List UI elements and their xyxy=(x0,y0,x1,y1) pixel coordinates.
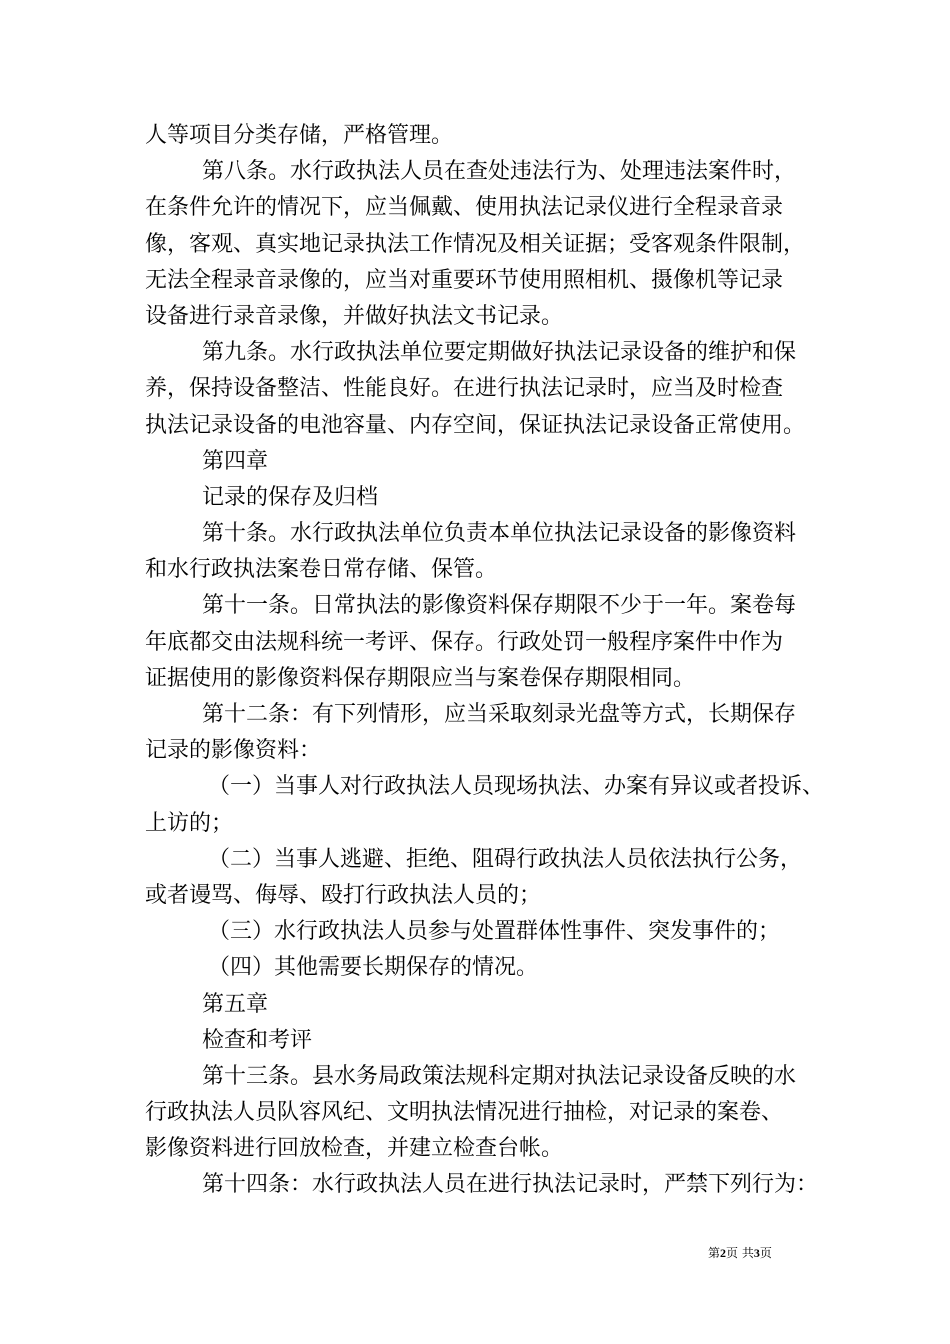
list-item-3: （三）水行政执法人员参与处置群体性事件、突发事件的； xyxy=(208,919,781,945)
text-line: 养，保持设备整洁、性能良好。在进行执法记录时，应当及时检查 xyxy=(145,376,784,402)
list-item-4: （四）其他需要长期保存的情况。 xyxy=(208,955,539,981)
text-line: 人等项目分类存储，严格管理。 xyxy=(145,123,454,148)
article-8-line: 第八条。水行政执法人员在查处违法行为、处理违法案件时， xyxy=(202,159,797,185)
page-footer xyxy=(708,1245,772,1261)
text-line: 设备进行录音录像，并做好执法文书记录。 xyxy=(145,303,564,329)
list-item-2: （二）当事人逃避、拒绝、阻碍行政执法人员依法执行公务， xyxy=(208,846,803,872)
chapter-4-heading: 第四章 xyxy=(202,448,269,474)
footer-middle: 页 共 xyxy=(726,1246,754,1260)
list-item-1: （一）当事人对行政执法人员现场执法、办案有异议或者投诉、 xyxy=(208,774,825,800)
text-line: 影像资料进行回放检查，并建立检查台帐。 xyxy=(145,1136,564,1162)
text-line: 年底都交由法规科统一考评、保存。行政处罚一般程序案件中作为 xyxy=(145,629,784,655)
text-line: 行政执法人员队容风纪、文明执法情况进行抽检，对记录的案卷、 xyxy=(145,1100,784,1126)
article-11-line: 第十一条。日常执法的影像资料保存期限不少于一年。案卷每 xyxy=(202,593,797,619)
text-line: 执法记录设备的电池容量、内存空间，保证执法记录设备正常使用。 xyxy=(145,412,806,438)
page-number: 2 xyxy=(720,1246,727,1260)
text-line: 上访的； xyxy=(145,810,234,836)
text-line: 或者谩骂、侮辱、殴打行政执法人员的； xyxy=(145,882,542,908)
chapter-4-title: 记录的保存及归档 xyxy=(202,484,379,510)
text-line: 记录的影像资料： xyxy=(145,738,322,764)
page-total: 3 xyxy=(753,1246,760,1260)
text-line: 证据使用的影像资料保存期限应当与案卷保存期限相同。 xyxy=(145,665,696,691)
article-12-line: 第十二条：有下列情形，应当采取刻录光盘等方式，长期保存 xyxy=(202,702,797,727)
text-line: 和水行政执法案卷日常存储、保管。 xyxy=(145,557,498,583)
article-14-line: 第十四条：水行政执法人员在进行执法记录时，严禁下列行为： xyxy=(202,1172,819,1198)
text-line: 像，客观、真实地记录执法工作情况及相关证据；受客观条件限制， xyxy=(145,231,806,257)
document-body xyxy=(145,118,825,1204)
text-line: 在条件允许的情况下，应当佩戴、使用执法记录仪进行全程录音录 xyxy=(145,195,784,221)
article-10-line: 第十条。水行政执法单位负责本单位执法记录设备的影像资料 xyxy=(202,521,797,547)
chapter-5-title: 检查和考评 xyxy=(202,1027,313,1053)
footer-prefix: 第 xyxy=(708,1246,721,1260)
footer-suffix: 页 xyxy=(759,1246,772,1260)
chapter-5-heading: 第五章 xyxy=(202,991,269,1017)
text-line: 无法全程录音录像的，应当对重要环节使用照相机、摄像机等记录 xyxy=(145,267,784,293)
article-9-line: 第九条。水行政执法单位要定期做好执法记录设备的维护和保 xyxy=(202,340,797,366)
article-13-line: 第十三条。县水务局政策法规科定期对执法记录设备反映的水 xyxy=(202,1063,797,1089)
